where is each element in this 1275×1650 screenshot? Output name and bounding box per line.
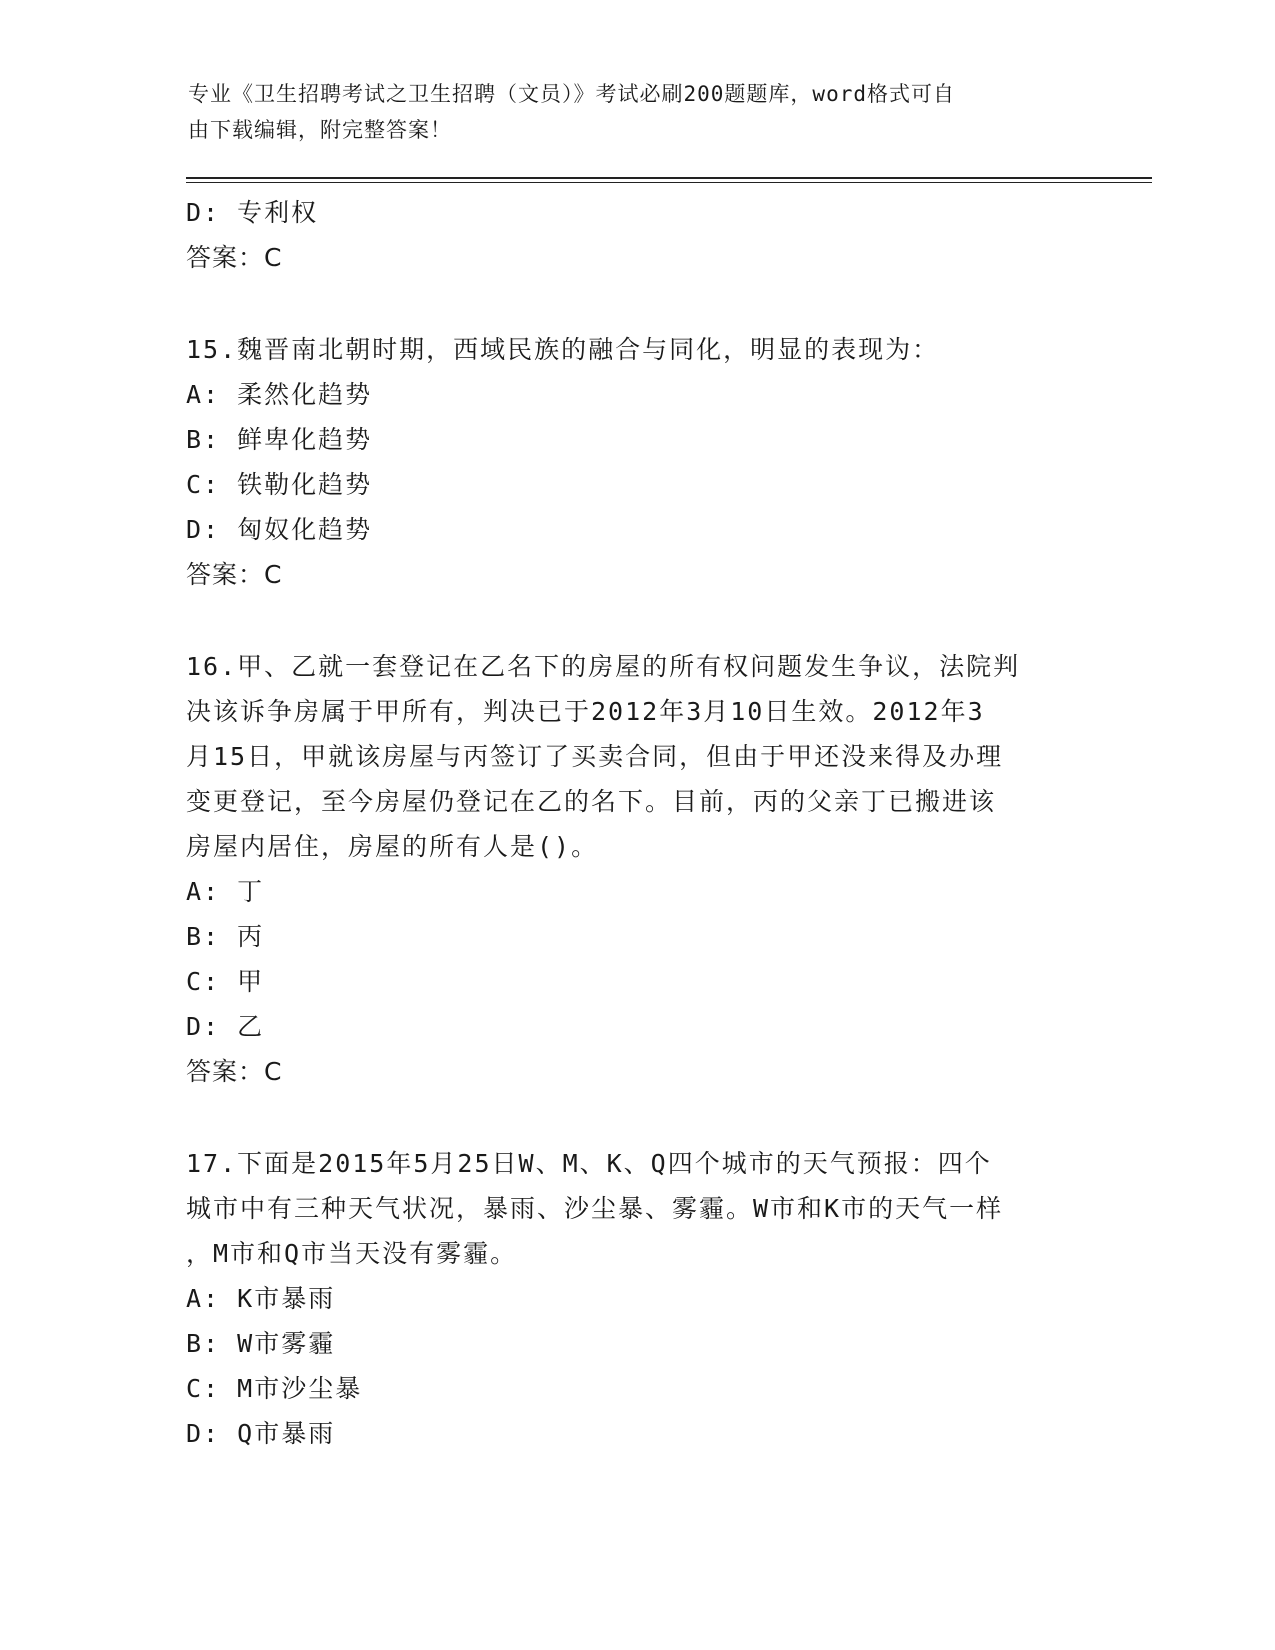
header-divider-thick [186,177,1152,179]
header-line-2: 由下载编辑，附完整答案！ [188,118,452,142]
question-15-option-c: C: 铁勒化趋势 [186,470,373,499]
question-16-answer: 答案：C [186,1057,283,1086]
question-17-option-a: A: K市暴雨 [186,1284,336,1313]
prev-answer: 答案：C [186,243,283,272]
question-17-text-line-2: 城市中有三种天气状况，暴雨、沙尘暴、雾霾。W市和K市的天气一样 [186,1194,1004,1223]
question-16-text-line-3: 月15日，甲就该房屋与丙签订了买卖合同，但由于甲还没来得及办理 [186,742,1004,771]
question-16-option-d: D: 乙 [186,1012,265,1041]
header-line-1: 专业《卫生招聘考试之卫生招聘（文员）》考试必刷200题题库，word格式可自 [188,82,955,106]
question-15-option-b: B: 鲜卑化趋势 [186,425,373,454]
document-body [186,190,1086,1456]
question-17-option-c: C: M市沙尘暴 [186,1374,363,1403]
question-15-answer: 答案：C [186,560,283,589]
question-16-option-b: B: 丙 [186,922,265,951]
question-17-text-line-3: ，M市和Q市当天没有雾霾。 [186,1239,518,1268]
question-15-option-a: A: 柔然化趋势 [186,380,373,409]
question-16-option-a: A: 丁 [186,877,265,906]
question-17-option-d: D: Q市暴雨 [186,1419,336,1448]
prev-option-d: D: 专利权 [186,198,319,227]
question-16-text-line-1: 16.甲、乙就一套登记在乙名下的房屋的所有权问题发生争议，法院判 [186,652,1021,681]
question-17-text-line-1: 17.下面是2015年5月25日W、M、K、Q四个城市的天气预报：四个 [186,1149,992,1178]
spacer [186,280,1086,327]
question-15-option-d: D: 匈奴化趋势 [186,515,373,544]
spacer [186,597,1086,644]
spacer [186,1094,1086,1141]
header-divider-thin [186,182,1152,183]
question-16-text-line-2: 决该诉争房属于甲所有，判决已于2012年3月10日生效。2012年3 [186,697,985,726]
question-15-text: 15.魏晋南北朝时期，西域民族的融合与同化，明显的表现为： [186,335,940,364]
question-16-text-line-4: 变更登记，至今房屋仍登记在乙的名下。目前，丙的父亲丁已搬进该 [186,787,997,816]
document-header [188,76,1068,148]
question-17-option-b: B: W市雾霾 [186,1329,336,1358]
question-16-option-c: C: 甲 [186,967,265,996]
question-16-text-line-5: 房屋内居住，房屋的所有人是()。 [186,832,599,861]
